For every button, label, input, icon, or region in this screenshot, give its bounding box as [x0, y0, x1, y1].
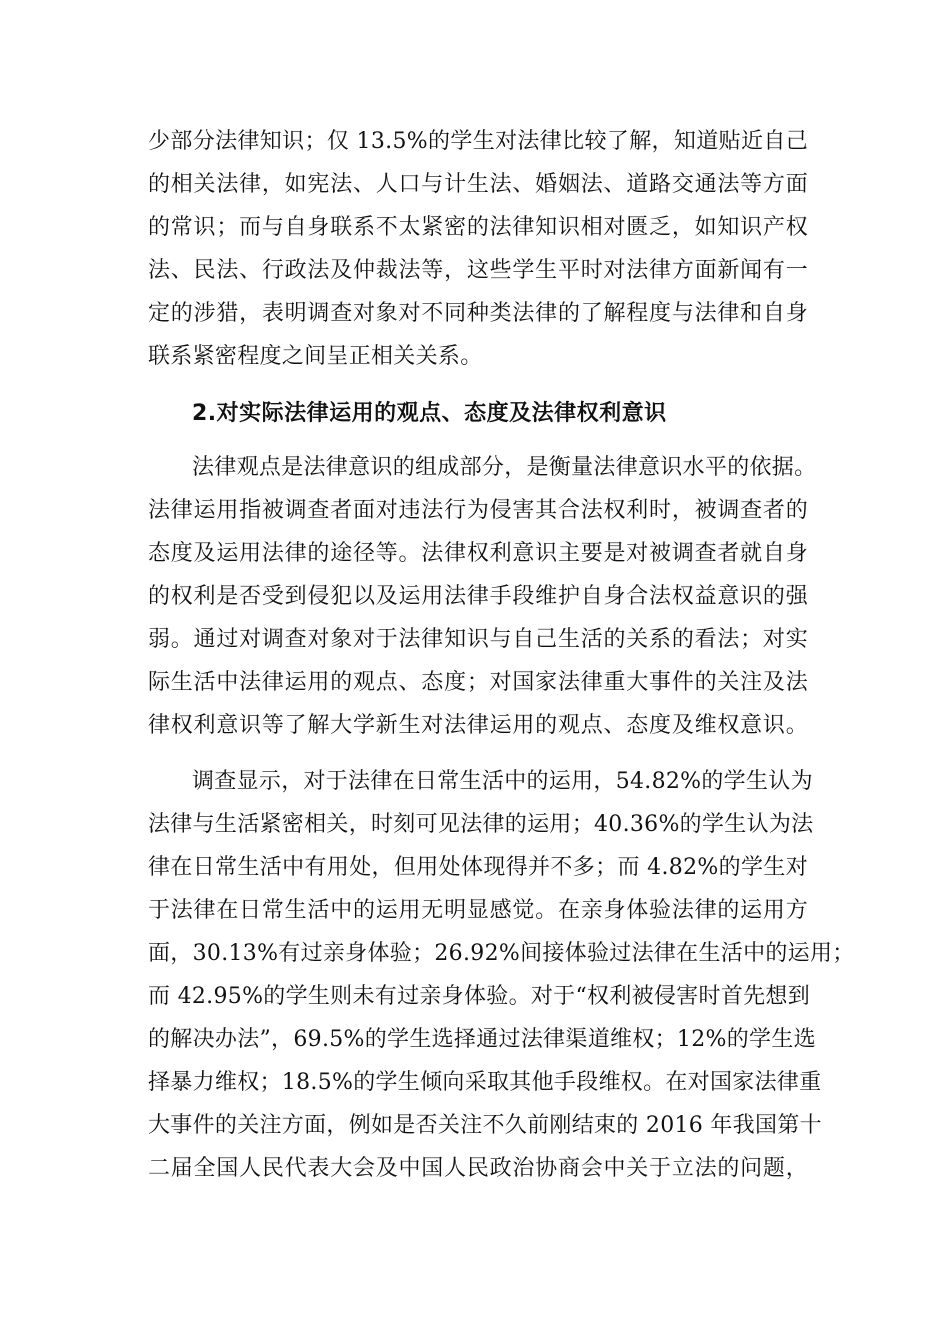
text-line: 定的涉猎，表明调查对象对不同种类法律的了解程度与法律和自身	[148, 301, 808, 326]
text-line: 法、民法、行政法及仲裁法等，这些学生平时对法律方面新闻有一	[148, 258, 808, 283]
text-line: 择暴力维权；18.5%的学生倾向采取其他手段维权。在对国家法律重	[148, 1070, 822, 1095]
text-line: 法律与生活紧密相关，时刻可见法律的运用；40.36%的学生认为法	[148, 812, 814, 837]
text-line: 的常识；而与自身联系不太紧密的法律知识相对匮乏，如知识产权	[148, 215, 808, 240]
text-line: 而 42.95%的学生则未有过亲身体验。对于“权利被侵害时首先想到	[148, 984, 811, 1009]
text-line: 态度及运用法律的途径等。法律权利意识主要是对被调查者就自身	[148, 541, 808, 566]
text-line: 际生活中法律运用的观点、态度；对国家法律重大事件的关注及法	[148, 670, 808, 695]
text-line: 法律运用指被调查者面对违法行为侵害其合法权利时，被调查者的	[148, 498, 808, 523]
text-line: 的解决办法”，69.5%的学生选择通过法律渠道维权；12%的学生选	[148, 1027, 816, 1052]
text-line: 法律观点是法律意识的组成部分，是衡量法律意识水平的依据。	[192, 455, 817, 480]
text-line: 律权利意识等了解大学新生对法律运用的观点、态度及维权意识。	[148, 713, 808, 738]
text-line: 少部分法律知识；仅 13.5%的学生对法律比较了解，知道贴近自己	[148, 129, 808, 154]
text-line: 大事件的关注方面，例如是否关注不久前刚结束的 2016 年我国第十	[148, 1113, 822, 1138]
text-line: 于法律在日常生活中的运用无明显感觉。在亲身体验法律的运用方	[148, 898, 808, 923]
text-line: 调查显示，对于法律在日常生活中的运用，54.82%的学生认为	[192, 769, 813, 794]
text-line: 联系紧密程度之间呈正相关关系。	[148, 344, 483, 369]
text-line: 二届全国人民代表大会及中国人民政治协商会中关于立法的问题，	[148, 1156, 808, 1181]
text-line: 弱。通过对调查对象对于法律知识与自己生活的关系的看法；对实	[148, 627, 808, 652]
text-line: 律在日常生活中有用处，但用处体现得并不多；而 4.82%的学生对	[148, 855, 808, 880]
text-line: 的相关法律，如宪法、人口与计生法、婚姻法、道路交通法等方面	[148, 172, 808, 197]
section-heading: 2.对实际法律运用的观点、态度及法律权利意识	[192, 401, 667, 426]
text-line: 的权利是否受到侵犯以及运用法律手段维护自身合法权益意识的强	[148, 584, 808, 609]
text-line: 面，30.13%有过亲身体验；26.92%间接体验过法律在生活中的运用；	[148, 941, 855, 966]
